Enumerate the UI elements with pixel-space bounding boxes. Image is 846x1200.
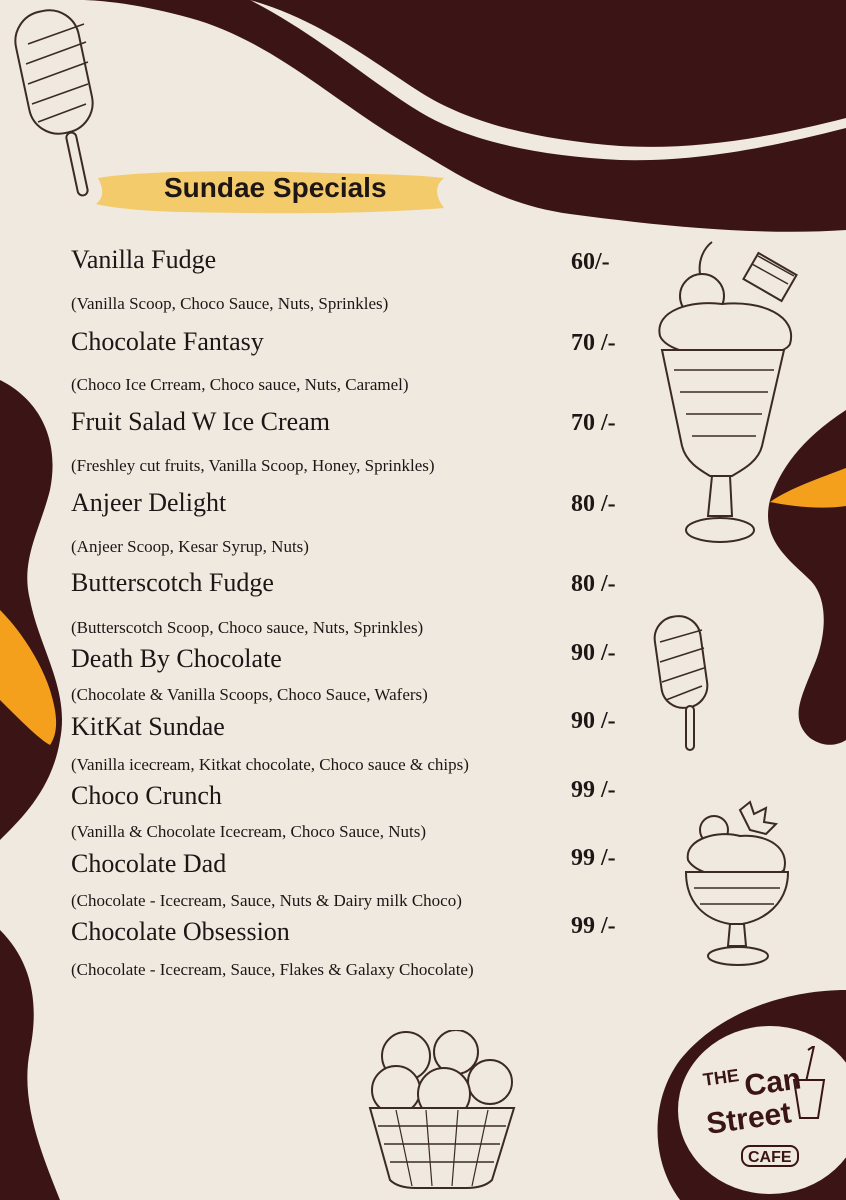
item-name: Vanilla Fudge [71,245,217,274]
svg-text:Street: Street [704,1096,794,1141]
item-price: 60/- [571,249,610,275]
cafe-logo [696,1046,846,1176]
svg-text:THE: THE [701,1065,741,1090]
item-description: (Butterscotch Scoop, Choco sauce, Nuts, Sprinkles) [71,618,424,637]
popsicle-icon [652,612,712,754]
item-price: 70 /- [571,330,616,356]
item-name: Fruit Salad W Ice Cream [71,407,330,436]
svg-text:Can: Can [742,1062,804,1103]
item-description: (Choco Ice Crream, Choco sauce, Nuts, Caramel) [71,375,409,394]
item-price: 90 /- [571,640,616,666]
item-description: (Vanilla & Chocolate Icecream, Choco Sauce, Nuts) [71,822,426,841]
item-name: Chocolate Obsession [71,917,290,946]
item-price: 99 /- [571,845,616,871]
item-price: 70 /- [571,410,616,436]
item-price: 90 /- [571,708,616,734]
item-price: 99 /- [571,913,616,939]
parfait-glass-icon [652,240,802,550]
item-description: (Chocolate - Icecream, Sauce, Nuts & Dairy milk Choco) [71,891,462,910]
item-price: 80 /- [571,571,616,597]
item-price: 99 /- [571,777,616,803]
item-description: (Anjeer Scoop, Kesar Syrup, Nuts) [71,537,309,556]
item-description: (Vanilla icecream, Kitkat chocolate, Choco sauce & chips) [71,755,469,774]
item-name: Choco Crunch [71,781,222,810]
item-name: Death By Chocolate [71,644,282,673]
item-description: (Freshley cut fruits, Vanilla Scoop, Honey, Sprinkles) [71,456,435,475]
item-description: (Chocolate & Vanilla Scoops, Choco Sauce, Wafers) [71,685,428,704]
item-name: KitKat Sundae [71,712,225,741]
section-title: Sundae Specials [164,172,387,203]
svg-text:CAFE: CAFE [748,1149,792,1166]
item-name: Chocolate Fantasy [71,327,264,356]
item-description: (Chocolate - Icecream, Sauce, Flakes & Galaxy Chocolate) [71,960,474,979]
popsicle-icon [14,4,98,200]
item-name: Butterscotch Fudge [71,568,274,597]
sundae-cup-icon [680,800,794,968]
ice-cream-scoops-cup-icon [366,1030,518,1190]
item-price: 80 /- [571,491,616,517]
item-description: (Vanilla Scoop, Choco Sauce, Nuts, Sprinkles) [71,294,389,313]
item-name: Chocolate Dad [71,849,227,878]
item-name: Anjeer Delight [71,488,227,517]
